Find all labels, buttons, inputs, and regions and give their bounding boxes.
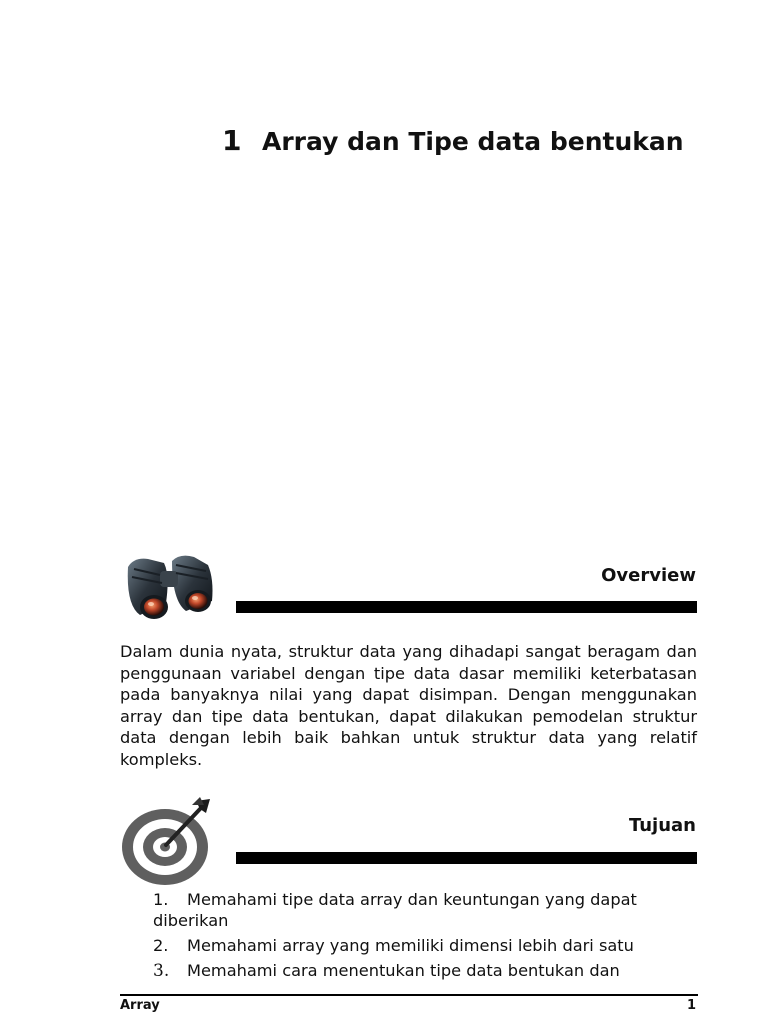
goal-text: Memahami tipe data array dan keuntungan yang dapat diberikan [153, 890, 637, 930]
overview-divider [236, 601, 697, 613]
footer-section-label: Array [120, 998, 160, 1013]
goals-list [153, 889, 699, 986]
goal-text: Memahami cara menentukan tipe data bentukan dan [187, 961, 620, 980]
footer-page-number: 1 [686, 998, 696, 1013]
tujuan-divider [236, 852, 697, 864]
goal-item [153, 889, 699, 931]
chapter-title [222, 124, 702, 164]
overview-paragraph: Dalam dunia nyata, struktur data yang dihadapi sangat beragam dan penggunaan variabel dengan tipe data dasar memiliki keterbatasan pada banyaknya nilai yang dapat disimpan. Dengan menggunakan array dan tipe data bentukan, dapat dilakukan pemodelan struktur data dengan lebih baik bahkan untuk struktur data yang relatif kompleks. [120, 642, 697, 769]
footer-rule [120, 994, 698, 996]
overview-heading: Overview [601, 565, 696, 586]
goal-number: 2. [153, 936, 169, 955]
chapter-title-text: Array dan Tipe data bentukan [262, 127, 684, 156]
target-icon [120, 795, 216, 887]
goal-number: 1. [153, 890, 169, 909]
chapter-number: 1 [222, 124, 242, 157]
goal-item [153, 960, 699, 982]
binoculars-icon [120, 545, 220, 633]
tujuan-heading: Tujuan [628, 815, 696, 836]
goal-text: Memahami array yang memiliki dimensi lebih dari satu [187, 936, 634, 955]
goal-item [153, 935, 699, 956]
goal-number: 3. [153, 961, 170, 981]
